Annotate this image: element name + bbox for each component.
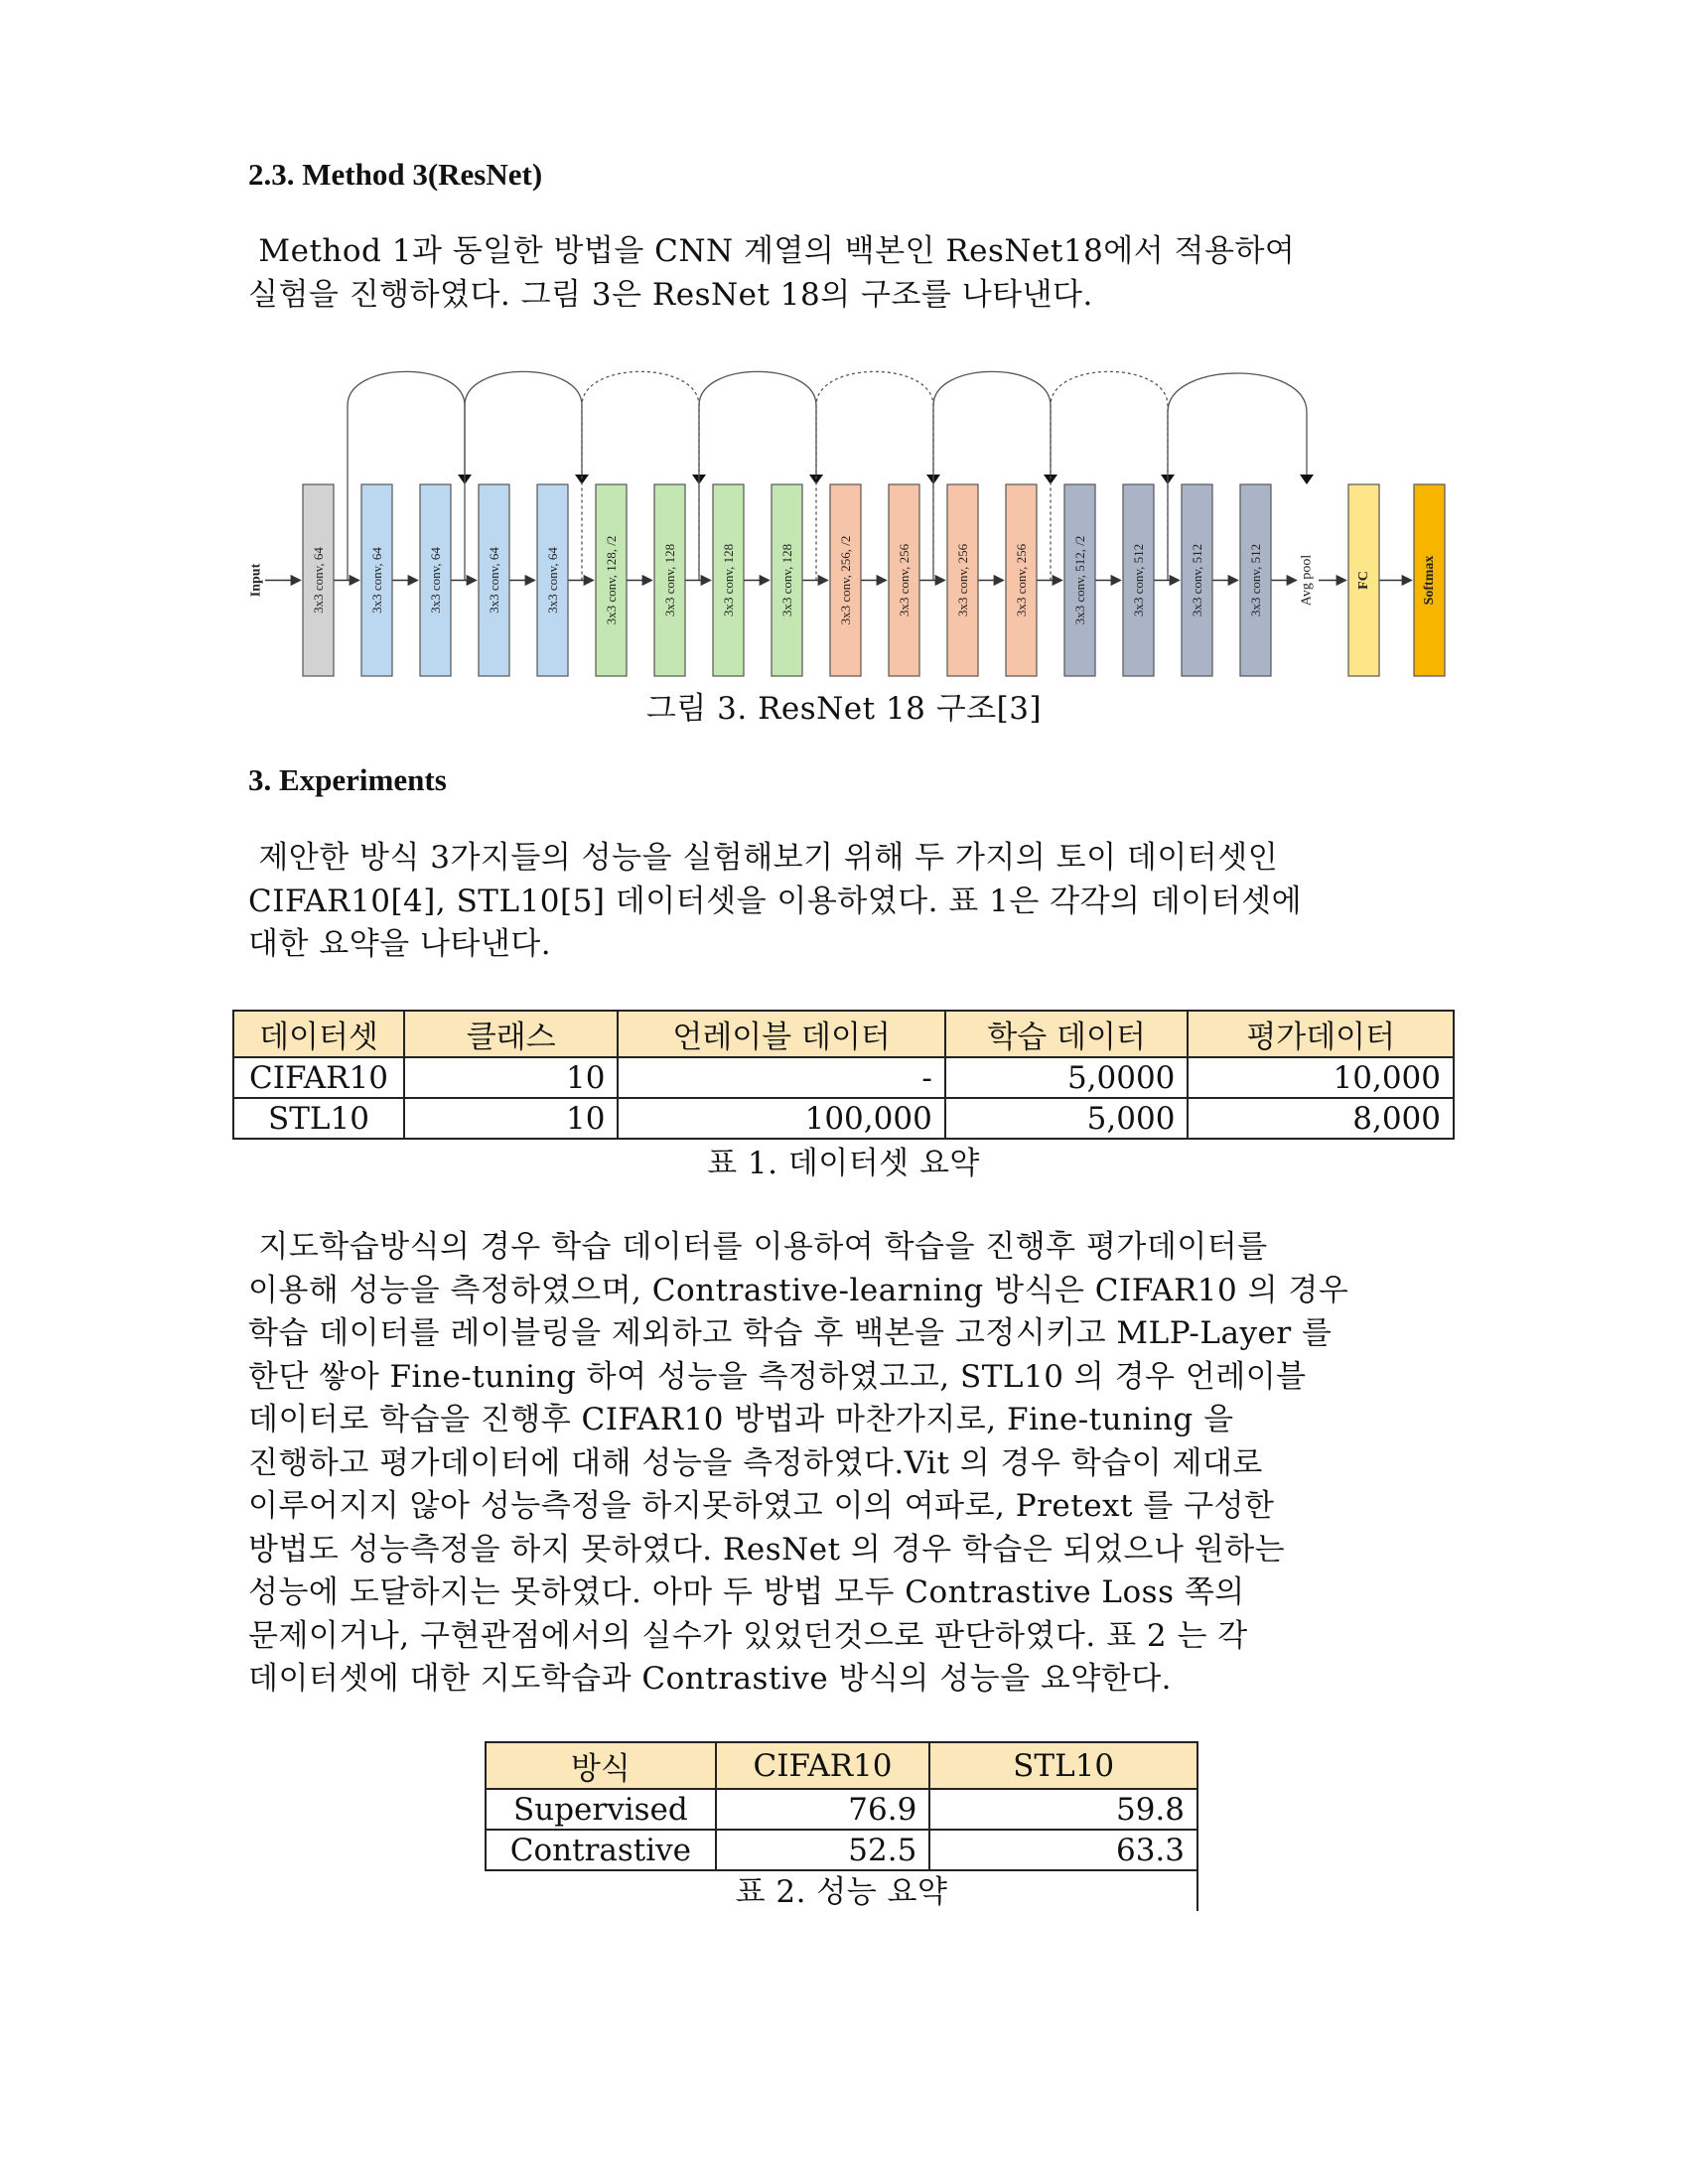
paragraph-line: 방법도 성능측정을 하지 못하였다. ResNet 의 경우 학습은 되었으나 원하는 [248,1531,1286,1568]
paragraph-line: 데이터셋에 대한 지도학습과 Contrastive 방식의 성능을 요약한다. [248,1661,1173,1697]
conv-layer-label: 3x3 conv, 512 [1190,543,1204,617]
conv-layer-label: 3x3 conv, 64 [369,547,384,614]
conv-layer-label: 3x3 conv, 128 [721,543,736,617]
table-cell: CIFAR10 [233,1057,404,1098]
paragraph-line: 성능에 도달하지는 못하였다. 아마 두 방법 모두 Contrastive Loss 쪽의 [248,1574,1245,1610]
input-label: Input [248,563,264,598]
table-cell: Supervised [486,1789,716,1830]
table-row [233,1098,1454,1139]
paragraph-line: CIFAR10[4], STL10[5] 데이터셋을 이용하였다. 표 1은 각각의 데이터셋에 [248,883,1303,919]
section-heading-experiments: 3. Experiments [248,762,447,797]
table-header-cell: 평가데이터 [1188,1011,1454,1057]
conv-layer-label: 3x3 conv, 64 [311,547,326,614]
table-cell: 59.8 [929,1789,1197,1830]
table-cell: 76.9 [716,1789,930,1830]
paragraph-experiments [248,837,1440,967]
paragraph-line: 학습 데이터를 레이블링을 제외하고 학습 후 백본을 고정시키고 MLP-Layer 를 [248,1315,1333,1351]
paragraph-method3 [248,230,1440,317]
resnet18-architecture-figure [243,352,1470,690]
conv-layer-label: 3x3 conv, 128 [662,543,677,617]
table-header-cell: 학습 데이터 [945,1011,1189,1057]
table-cell: 5,000 [945,1098,1189,1139]
table-cell: 8,000 [1188,1098,1454,1139]
table-header-cell: 방식 [486,1742,716,1789]
paragraph-line: 문제이거나, 구현관점에서의 실수가 있었던것으로 판단하였다. 표 2 는 각 [248,1617,1248,1654]
section-heading-method3: 2.3. Method 3(ResNet) [248,157,543,192]
layer-blocks [249,484,1446,676]
paragraph-line: 이용해 성능을 측정하였으며, Contrastive-learning 방식은 CIFAR10 의 경우 [248,1272,1349,1308]
paragraph-line: 이루어지지 않아 성능측정을 하지못하였고 이의 여파로, Pretext 를 구성한 [248,1488,1275,1524]
paragraph-line: Method 1과 동일한 방법을 CNN 계열의 백본인 ResNet18에서 적용하여 [248,233,1296,269]
paragraph-line: 한단 쌓아 Fine-tuning 하여 성능을 측정하였고고, STL10 의 경우 언레이블 [248,1358,1307,1395]
table-cell: 10,000 [1188,1057,1454,1098]
table-header-row [486,1742,1197,1789]
table-dataset-summary [232,1010,1455,1140]
conv-layer-label: 3x3 conv, 128 [779,543,794,617]
conv-layer-label: 3x3 conv, 256 [897,543,912,617]
paragraph-line: 지도학습방식의 경우 학습 데이터를 이용하여 학습을 진행후 평가데이터를 [248,1229,1268,1265]
conv-layer-label: 3x3 conv, 64 [428,547,443,614]
conv-layer-label: 3x3 conv, 256 [955,543,970,617]
table-header-cell: 데이터셋 [233,1011,404,1057]
table2-caption: 표 2. 성능 요약 [735,1874,948,1910]
table-cell: 100,000 [618,1098,944,1139]
paragraph-line: 제안한 방식 3가지들의 성능을 실험해보기 위해 두 가지의 토이 데이터셋인 [248,840,1279,876]
paragraph-line: 실험을 진행하였다. 그림 3은 ResNet 18의 구조를 나타낸다. [248,276,1093,313]
paragraph-line: 진행하고 평가데이터에 대해 성능을 측정하였다.Vit 의 경우 학습이 제대로 [248,1444,1263,1481]
table-cell: 52.5 [716,1830,930,1870]
conv-layer-label: 3x3 conv, 128, /2 [604,535,619,625]
table-row [486,1830,1197,1870]
fc-label: FC [1356,571,1371,590]
table-header-cell: STL10 [929,1742,1197,1789]
conv-layer-label: 3x3 conv, 512 [1248,543,1263,617]
conv-layer-label: 3x3 conv, 512 [1131,543,1146,617]
conv-layer-label: 3x3 conv, 256, /2 [838,535,853,625]
table-cell: Contrastive [486,1830,716,1870]
skip-merge-arrowhead [1300,475,1314,484]
table-header-cell: CIFAR10 [716,1742,930,1789]
conv-layer-label: 3x3 conv, 512, /2 [1072,535,1087,625]
table-header-cell: 클래스 [404,1011,618,1057]
paragraph-line: 대한 요약을 나타낸다. [248,926,552,962]
softmax-label: Softmax [1422,555,1437,606]
figure3-caption: 그림 3. ResNet 18 구조[3] [645,691,1043,727]
table-row [233,1057,1454,1098]
paragraph-line: 데이터로 학습을 진행후 CIFAR10 방법과 마찬가지로, Fine-tuning 을 [248,1402,1234,1437]
conv-layer-label: 3x3 conv, 256 [1014,543,1029,617]
conv-layer-label: 3x3 conv, 64 [545,547,560,614]
table-cell: 63.3 [929,1830,1197,1870]
table-row [486,1789,1197,1830]
table-header-row [233,1011,1454,1057]
table-cell: - [618,1057,944,1098]
paragraph-results [248,1226,1445,1702]
table-cell: 10 [404,1057,618,1098]
avgpool-label: Avg pool [1299,554,1315,607]
table-cell: 10 [404,1098,618,1139]
table-header-cell: 언레이블 데이터 [618,1011,944,1057]
table-performance-summary [485,1741,1198,1871]
table1-caption: 표 1. 데이터셋 요약 [707,1146,980,1181]
conv-layer-label: 3x3 conv, 64 [487,547,501,614]
table-cell: 5,0000 [945,1057,1189,1098]
table-cell: STL10 [233,1098,404,1139]
